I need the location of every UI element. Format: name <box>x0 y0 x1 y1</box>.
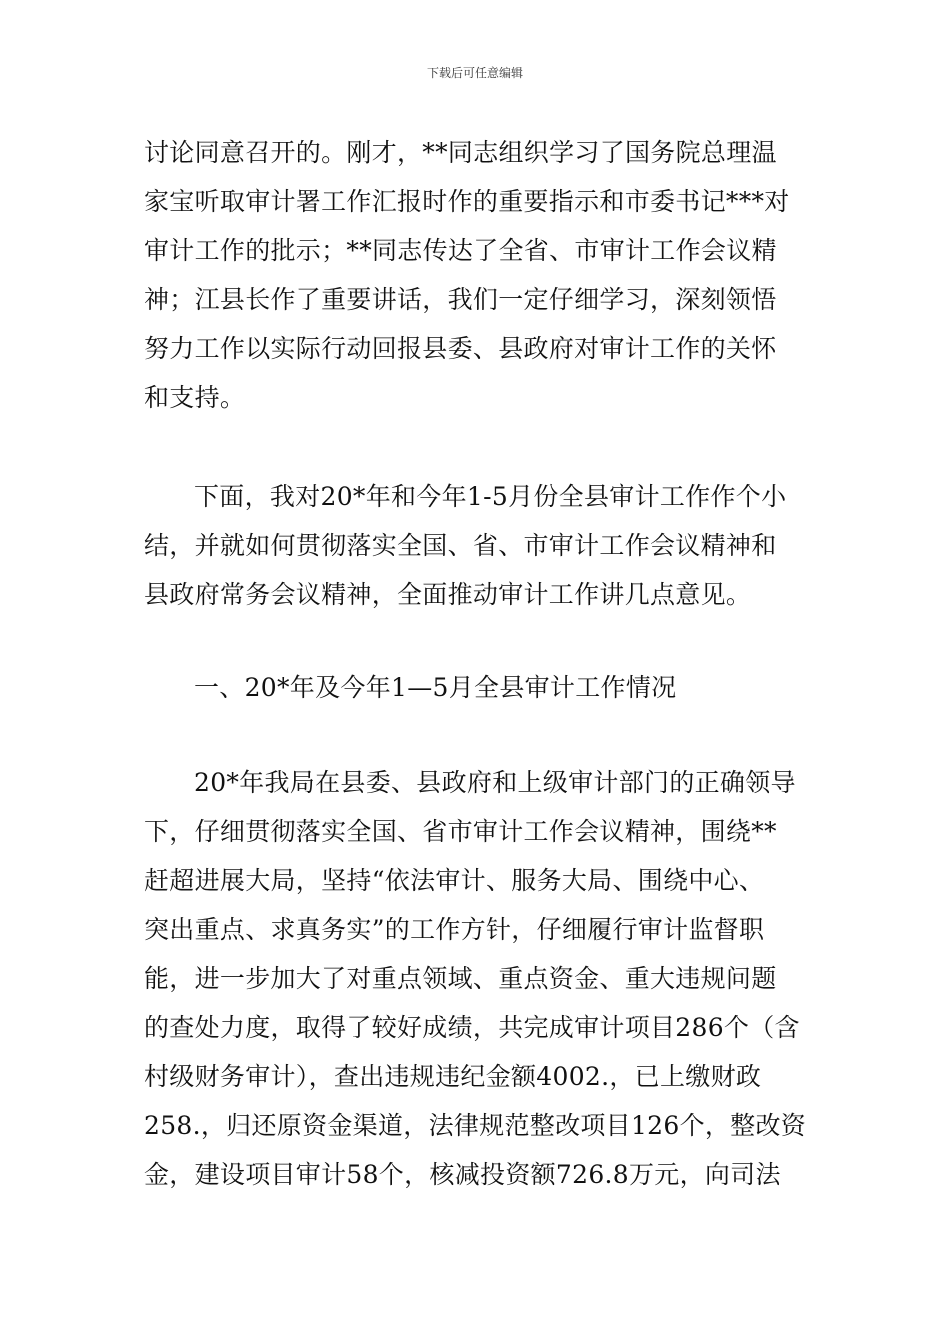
text-line: 县政府常务会议精神，全面推动审计工作讲几点意见。 <box>144 580 752 609</box>
text-line: 258.，归还原资金渠道，法律规范整改项目126个，整改资 <box>144 1111 807 1140</box>
text-line: 家宝听取审计署工作汇报时作的重要指示和市委书记***对 <box>144 187 790 216</box>
text-line: 神；江县长作了重要讲话，我们一定仔细学习，深刻领悟 <box>144 285 777 314</box>
section-heading <box>144 663 814 712</box>
text-line: 讨论同意召开的。刚才，**同志组织学习了国务院总理温 <box>144 138 777 167</box>
text-line: 20*年我局在县委、县政府和上级审计部门的正确领导 <box>194 768 796 797</box>
heading-line: 一、20*年及今年1—5月全县审计工作情况 <box>194 673 677 702</box>
paragraph-summary <box>144 758 814 1199</box>
text-line: 的查处力度，取得了较好成绩，共完成审计项目286个（含 <box>144 1013 800 1042</box>
document-body <box>144 128 814 1199</box>
text-line: 赶超进展大局，坚持“依法审计、服务大局、围绕中心、 <box>144 866 765 895</box>
page-header: 下载后可任意编辑 <box>426 66 523 80</box>
text-line: 努力工作以实际行动回报县委、县政府对审计工作的关怀 <box>144 334 777 363</box>
text-line: 村级财务审计），查出违规违纪金额4002.，已上缴财政 <box>144 1062 762 1091</box>
text-line: 和支持。 <box>144 383 246 412</box>
text-line: 审计工作的批示；**同志传达了全省、市审计工作会议精 <box>144 236 777 265</box>
text-line: 结，并就如何贯彻落实全国、省、市审计工作会议精神和 <box>144 531 777 560</box>
text-line: 金，建设项目审计58个，核减投资额726.8万元，向司法 <box>144 1160 781 1189</box>
paragraph-intro <box>144 128 814 422</box>
text-line: 下面，我对20*年和今年1-5月份全县审计工作作个小 <box>194 482 787 511</box>
text-line: 突出重点、求真务实”的工作方针，仔细履行审计监督职 <box>144 915 765 944</box>
text-line: 下，仔细贯彻落实全国、省市审计工作会议精神，围绕** <box>144 817 777 846</box>
text-line: 能，进一步加大了对重点领域、重点资金、重大违规问题 <box>144 964 777 993</box>
paragraph-overview <box>144 472 814 619</box>
